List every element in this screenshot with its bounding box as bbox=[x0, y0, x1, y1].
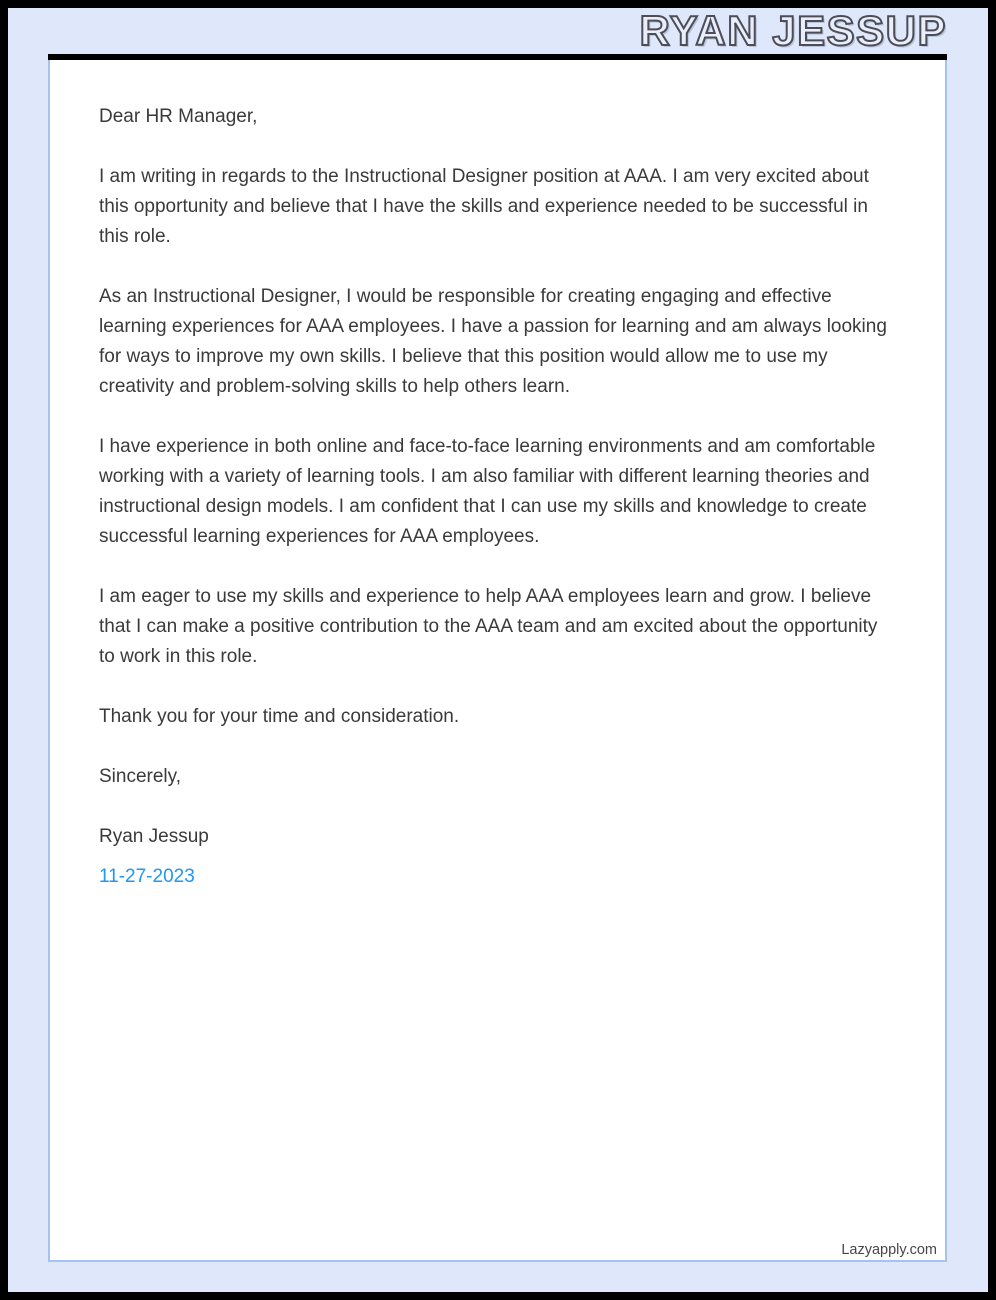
closing-line: Sincerely, bbox=[99, 766, 182, 787]
thanks-line: Thank you for your time and consideration. bbox=[99, 706, 460, 727]
letter-document bbox=[48, 60, 947, 1262]
letter-paragraph: I am writing in regards to the Instructional Designer position at AAA. I am very excited about this opportunity and believe that I have the skills and experience needed to be successful in this role. bbox=[99, 166, 869, 247]
letterhead bbox=[48, 8, 947, 60]
letter-paragraph: I have experience in both online and face-to-face learning environments and am comfortable working with a variety of learning tools. I am also familiar with different learning theories and instructional design models. I am confident that I can use my skills and knowledge to create successful learning experiences for AAA employees. bbox=[99, 436, 876, 547]
signature-name: Ryan Jessup bbox=[99, 826, 209, 847]
watermark: Lazyapply.com bbox=[841, 1242, 937, 1258]
letter-paragraph: I am eager to use my skills and experience to help AAA employees learn and grow. I believe that I can make a positive contribution to the AAA team and am excited about the opportunity to work in this role. bbox=[99, 586, 878, 667]
salutation: Dear HR Manager, bbox=[99, 106, 258, 127]
letter-date: 11-27-2023 bbox=[99, 866, 195, 887]
letterhead-name: RYAN JESSUP bbox=[639, 7, 947, 54]
letter-paragraph: As an Instructional Designer, I would be responsible for creating engaging and effective learning experiences for AAA employees. I have a passion for learning and am always looking for ways to improve my own skills. I believe that this position would allow me to use my creativity and problem-solving skills to help others learn. bbox=[99, 286, 887, 397]
